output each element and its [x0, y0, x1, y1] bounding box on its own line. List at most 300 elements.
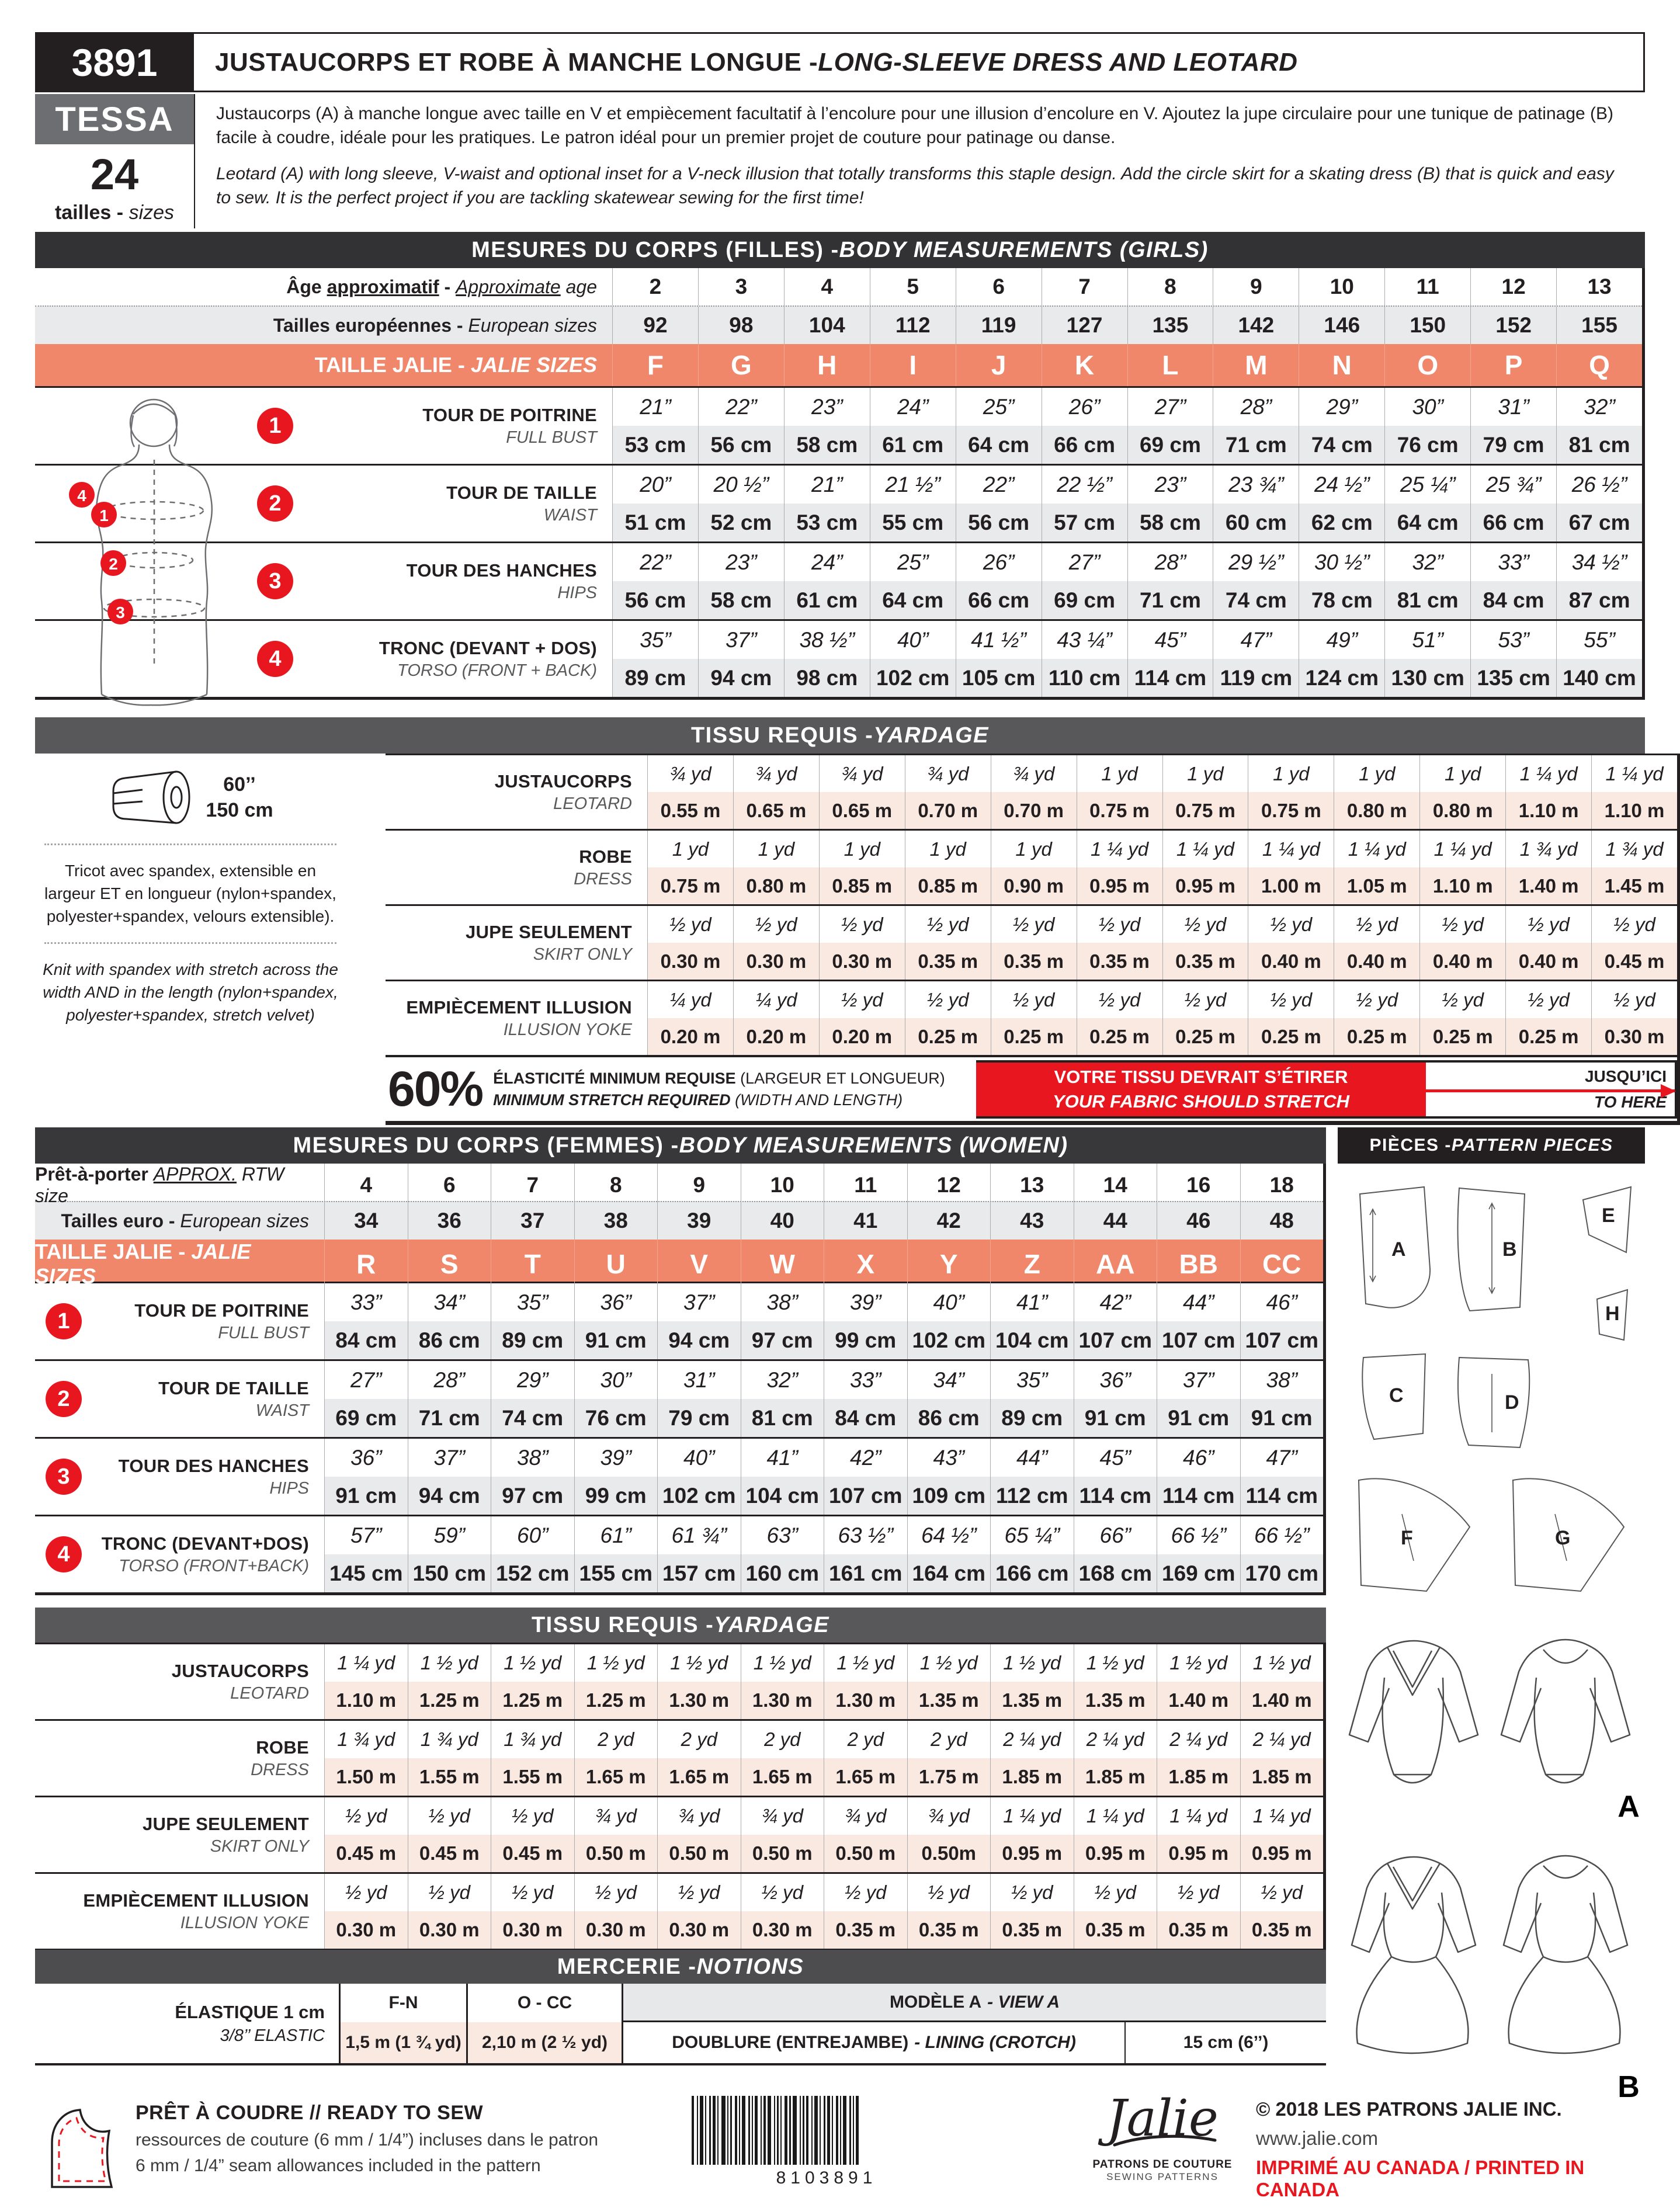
table-cell: 10 [741, 1164, 824, 1207]
table-cell: 97 cm [741, 1321, 824, 1359]
table-cell: 22” [612, 543, 698, 581]
stretch-red-box: VOTRE TISSU DEVRAIT S’ÉTIRER YOUR FABRIC SHOULD STRETCH [976, 1060, 1426, 1119]
table-cell: 1.25 m [574, 1682, 658, 1719]
table-cell: ¾ yd [824, 1797, 907, 1835]
table-cell: 1.85 m [1240, 1758, 1324, 1796]
table-cell: ½ yd [819, 906, 905, 943]
fabric-roll-icon [107, 765, 195, 829]
table-cell: ¼ yd [647, 981, 733, 1018]
women-euro-row [35, 1201, 1323, 1240]
table-cell: ½ yd [324, 1797, 408, 1835]
table-cell: 119 [956, 307, 1042, 344]
table-cell: 1.25 m [408, 1682, 491, 1719]
table-cell: 89 cm [491, 1321, 574, 1359]
table-cell: 0.95 m [1157, 1835, 1240, 1872]
table-cell: 14 [1074, 1164, 1157, 1207]
table-cell: 89 cm [612, 659, 698, 697]
table-cell: 127 [1042, 307, 1127, 344]
table-cell: 22” [956, 466, 1042, 504]
table-cell: 0.35 m [1074, 1911, 1157, 1949]
lining-label: DOUBLURE (ENTREJAMBE) - LINING (CROTCH) [622, 2022, 1124, 2063]
table-cell: 30” [1384, 388, 1470, 426]
table-cell: 51 cm [612, 504, 698, 541]
table-cell: 60” [491, 1516, 574, 1554]
table-cell: 33” [1470, 543, 1556, 581]
table-cell: 42” [824, 1439, 907, 1477]
table-cell: ½ yd [1591, 906, 1677, 943]
girls-euro-row [35, 305, 1642, 344]
page-title: JUSTAUCORPS ET ROBE À MANCHE LONGUE - LONG-SLEEVE DRESS AND LEOTARD [194, 32, 1645, 92]
table-cell: AA [1074, 1240, 1157, 1289]
notions-header: MERCERIE - NOTIONS [35, 1950, 1326, 1984]
table-cell: 0.75 m [1248, 792, 1334, 829]
table-cell: ½ yd [408, 1797, 491, 1835]
table-cell: 40” [657, 1439, 741, 1477]
table-cell: 39” [574, 1439, 658, 1477]
table-cell: 89 cm [990, 1399, 1074, 1437]
table-cell: 0.35 m [1077, 943, 1162, 980]
table-cell: Z [990, 1240, 1074, 1289]
body-figure-illustration [46, 391, 256, 718]
table-cell: ½ yd [1240, 1874, 1324, 1911]
table-cell: 0.25 m [1162, 1018, 1248, 1055]
table-cell: 0.30 m [647, 943, 733, 980]
svg-text:A: A [1617, 1790, 1640, 1824]
table-cell: 21” [784, 466, 870, 504]
table-cell: 52 cm [698, 504, 784, 541]
table-cell: 1.10 m [1505, 792, 1591, 829]
measure-1-badge: 1 [257, 408, 293, 444]
table-cell: 38 ½” [784, 621, 870, 659]
table-cell: 0.80 m [1334, 792, 1419, 829]
svg-text:B: B [1502, 1238, 1517, 1261]
svg-text:E: E [1602, 1204, 1615, 1227]
table-cell: ½ yd [905, 981, 991, 1018]
table-cell: P [1470, 344, 1556, 386]
women-yardage-header: TISSU REQUIS - YARDAGE [35, 1608, 1326, 1643]
stretch-requirement [386, 1055, 1677, 1125]
stretch-text: ÉLASTICITÉ MINIMUM REQUISE (LARGEUR ET LONGUEUR) MINIMUM STRETCH REQUIRED (WIDTH AND LENGTH) [493, 1070, 945, 1109]
table-cell: 1.40 m [1240, 1682, 1324, 1719]
table-cell: 0.30 m [408, 1911, 491, 1949]
table-cell: 104 [784, 307, 870, 344]
stretch-arrow [1426, 1089, 1675, 1092]
description-fr: Justaucorps (A) à manche longue avec taille en V et empiècement facultatif à l’encolure pour une illusion d’encolure en V. Ajoutez la jupe circulaire pour une tunique de patinage (B) facile à coudre, idéale pour les pratiques. Le patron idéal pour un premier projet de couture pour patinage ou danse. [216, 104, 1614, 147]
table-cell: 0.95 m [990, 1835, 1074, 1872]
table-cell: 81 cm [741, 1399, 824, 1437]
body-figure [46, 391, 256, 718]
table-cell: 37” [698, 621, 784, 659]
table-cell: 104 cm [990, 1321, 1074, 1359]
table-cell: 1.65 m [574, 1758, 658, 1796]
pattern-number: 3891 [35, 32, 194, 92]
table-cell: ½ yd [1334, 981, 1419, 1018]
table-cell: 63 ½” [824, 1516, 907, 1554]
table-cell: 1 ¼ yd [1334, 831, 1419, 867]
descriptions [194, 94, 1645, 228]
table-cell: 91 cm [324, 1477, 408, 1515]
table-cell: 152 [1470, 307, 1556, 344]
table-cell: 21” [612, 388, 698, 426]
table-cell: 0.30 m [491, 1911, 574, 1949]
table-cell: ½ yd [1505, 906, 1591, 943]
table-cell: 114 cm [1240, 1477, 1324, 1515]
girls-dress-yardage-row: ROBE DRESS 1 yd 1 yd 1 yd 1 yd 1 yd 1 ¼ yd 1 ¼ yd 1 ¼ yd 1 ¼ yd 1 ¼ yd 1 ¾ yd 1 ¾ yd 0.75 m 0.80 m 0.85 m 0.85 m 0.90 m 0.95 m 0.95 m 1.00 m 1.05 m 1.10 m 1.40 m 1.45 m [386, 829, 1677, 904]
table-cell: 34 ½” [1556, 543, 1642, 581]
table-cell: 20 ½” [698, 466, 784, 504]
table-cell: ¾ yd [819, 755, 905, 792]
table-cell: 0.95 m [1240, 1835, 1324, 1872]
table-cell: 34” [408, 1283, 491, 1321]
table-cell: 1.75 m [907, 1758, 991, 1796]
table-cell: 45” [1074, 1439, 1157, 1477]
table-cell: 11 [1384, 268, 1470, 305]
svg-text:D: D [1505, 1391, 1519, 1414]
table-cell: 64 cm [1384, 504, 1470, 541]
table-cell: 74 cm [1299, 426, 1384, 464]
table-cell: ½ yd [741, 1874, 824, 1911]
table-cell: 0.65 m [819, 792, 905, 829]
pattern-pieces-panel [1338, 1127, 1645, 1609]
table-cell: 78 cm [1299, 581, 1384, 619]
women-leotard-yardage-row: JUSTAUCORPS LEOTARD 1 ¼ yd 1 ½ yd 1 ½ yd 1 ½ yd 1 ½ yd 1 ½ yd 1 ½ yd 1 ½ yd 1 ½ yd 1 ½ yd 1 ½ yd 1 ½ yd 1.10 m 1.25 m 1.25 m 1.25 m 1.30 m 1.30 m 1.30 m 1.35 m 1.35 m 1.35 m 1.40 m 1.40 m [35, 1643, 1323, 1719]
table-cell: ½ yd [1157, 1874, 1240, 1911]
svg-text:4: 4 [77, 487, 86, 505]
table-cell: 0.20 m [647, 1018, 733, 1055]
table-cell: 155 cm [574, 1554, 658, 1592]
table-cell: 0.30 m [657, 1911, 741, 1949]
girls-waist-row: 2 TOUR DE TAILLE WAIST 20” 20 ½” 21” 21 ½” 22” 22 ½” 23” 23 ¾” 24 ½” 25 ¼” 25 ¾” 26 ½” 51 cm 52 cm 53 cm 55 cm 56 cm 57 cm 58 cm 60 cm 62 cm 64 cm 66 cm 67 cm [35, 464, 1642, 541]
table-cell: 142 [1213, 307, 1299, 344]
table-cell: 114 cm [1157, 1477, 1240, 1515]
table-cell: 1.10 m [324, 1682, 408, 1719]
table-cell: 1 ½ yd [1240, 1644, 1324, 1682]
table-cell: ½ yd [1074, 1874, 1157, 1911]
table-cell: 1 ¾ yd [408, 1721, 491, 1758]
table-cell: 23” [784, 388, 870, 426]
table-cell: 84 cm [324, 1321, 408, 1359]
table-cell: 0.40 m [1248, 943, 1334, 980]
table-cell: 157 cm [657, 1554, 741, 1592]
table-cell: 13 [990, 1164, 1074, 1207]
view-a-notions-header: MODÈLE A - VIEW A [622, 1984, 1326, 2022]
table-cell: S [408, 1240, 491, 1289]
table-cell: 57 cm [1042, 504, 1127, 541]
table-cell: ½ yd [408, 1874, 491, 1911]
table-cell: 1 ¼ yd [1077, 831, 1162, 867]
table-cell: 0.75 m [1077, 792, 1162, 829]
table-cell: 0.85 m [819, 867, 905, 904]
table-cell: 24” [784, 543, 870, 581]
table-cell: 145 cm [324, 1554, 408, 1592]
table-cell: 1.65 m [741, 1758, 824, 1796]
table-cell: 105 cm [956, 659, 1042, 697]
table-cell: 61” [574, 1516, 658, 1554]
table-cell: 0.20 m [819, 1018, 905, 1055]
table-cell: 1.25 m [491, 1682, 574, 1719]
measure-2-badge: 2 [257, 485, 293, 522]
table-cell: 25” [870, 543, 956, 581]
table-cell: 64 cm [870, 581, 956, 619]
table-cell: T [491, 1240, 574, 1289]
table-cell: 30 ½” [1299, 543, 1384, 581]
elastic-col2-header: O - CC [466, 1984, 622, 2022]
table-cell: 71 cm [408, 1399, 491, 1437]
svg-text:3: 3 [116, 603, 125, 622]
table-cell: 25” [956, 388, 1042, 426]
table-cell: 107 cm [1074, 1321, 1157, 1359]
table-cell: 56 cm [612, 581, 698, 619]
girls-yardage-section [35, 717, 1667, 1125]
table-cell: 135 [1127, 307, 1213, 344]
table-cell: ½ yd [1248, 981, 1334, 1018]
table-cell: 37” [657, 1283, 741, 1321]
table-cell: 28” [1127, 543, 1213, 581]
svg-text:F: F [1401, 1527, 1413, 1549]
table-cell: 0.40 m [1334, 943, 1419, 980]
table-cell: 36 [408, 1202, 491, 1240]
table-cell: 150 cm [408, 1554, 491, 1592]
table-cell: ½ yd [1248, 906, 1334, 943]
table-cell: 166 cm [990, 1554, 1074, 1592]
table-cell: 1 yd [1077, 755, 1162, 792]
table-cell: 84 cm [1470, 581, 1556, 619]
table-cell: 0.45 m [324, 1835, 408, 1872]
pattern-name: TESSA [35, 94, 194, 144]
table-cell: Q [1556, 344, 1642, 386]
table-cell: 107 cm [1240, 1321, 1324, 1359]
footer-legal: © 2018 LES PATRONS JALIE INC. www.jalie.com IMPRIMÉ AU CANADA / PRINTED IN CANADA [1256, 2098, 1585, 2200]
svg-text:C: C [1389, 1384, 1404, 1407]
table-cell: 124 cm [1299, 659, 1384, 697]
table-cell: 81 cm [1384, 581, 1470, 619]
table-cell: 16 [1157, 1164, 1240, 1207]
table-cell: 0.25 m [991, 1018, 1077, 1055]
table-cell: 110 cm [1042, 659, 1127, 697]
table-cell: 55 cm [870, 504, 956, 541]
table-cell: 20” [612, 466, 698, 504]
table-cell: ½ yd [657, 1874, 741, 1911]
table-cell: 1.10 m [1591, 792, 1677, 829]
table-cell: 66 ½” [1240, 1516, 1324, 1554]
table-cell: 98 cm [784, 659, 870, 697]
table-cell: 0.95 m [1162, 867, 1248, 904]
fabric-note-fr: Tricot avec spandex, extensible en largeur ET en longueur (nylon+spandex, polyester+spandex, velours extensible). [44, 862, 336, 926]
table-cell: 102 cm [907, 1321, 991, 1359]
table-cell: 1 yd [819, 831, 905, 867]
table-cell: 0.50 m [657, 1835, 741, 1872]
table-cell: 27” [324, 1361, 408, 1399]
table-cell: 94 cm [408, 1477, 491, 1515]
table-cell: L [1127, 344, 1213, 386]
table-cell: X [824, 1240, 907, 1289]
table-cell: ½ yd [1505, 981, 1591, 1018]
table-cell: 59” [408, 1516, 491, 1554]
table-cell: 35” [990, 1361, 1074, 1399]
table-cell: 69 cm [1042, 581, 1127, 619]
table-cell: 69 cm [1127, 426, 1213, 464]
table-cell: 112 [870, 307, 956, 344]
notions-table [35, 1984, 1326, 2065]
table-cell: 44” [990, 1439, 1074, 1477]
table-cell: 12 [1470, 268, 1556, 305]
women-waist-row: 2 TOUR DE TAILLE WAIST 27” 28” 29” 30” 31” 32” 33” 34” 35” 36” 37” 38” 69 cm 71 cm 74 cm 76 cm 79 cm 81 cm 84 cm 86 cm 89 cm 91 cm 91 cm 91 cm [35, 1359, 1323, 1437]
table-cell: ½ yd [491, 1874, 574, 1911]
table-cell: 40” [870, 621, 956, 659]
table-cell: 87 cm [1556, 581, 1642, 619]
table-cell: 0.20 m [733, 1018, 819, 1055]
table-cell: I [870, 344, 956, 386]
table-cell: 1.40 m [1157, 1682, 1240, 1719]
table-cell: 98 [698, 307, 784, 344]
table-cell: 0.50 m [574, 1835, 658, 1872]
stretch-target-box: JUSQU’ICI TO HERE [1426, 1060, 1677, 1119]
size-count-box [35, 146, 194, 228]
table-cell: 58 cm [784, 426, 870, 464]
table-cell: 0.65 m [733, 792, 819, 829]
table-cell: 1 ½ yd [824, 1644, 907, 1682]
table-cell: 41” [741, 1439, 824, 1477]
table-cell: 1.65 m [657, 1758, 741, 1796]
girls-hips-row: 3 TOUR DES HANCHES HIPS 22” 23” 24” 25” 26” 27” 28” 29 ½” 30 ½” 32” 33” 34 ½” 56 cm 58 cm 61 cm 64 cm 66 cm 69 cm 71 cm 74 cm 78 cm 81 cm 84 cm 87 cm [35, 541, 1642, 619]
table-cell: 102 cm [657, 1477, 741, 1515]
table-cell: 109 cm [907, 1477, 991, 1515]
table-cell: 1.35 m [1074, 1682, 1157, 1719]
table-cell: 150 [1384, 307, 1470, 344]
table-cell: 46” [1240, 1283, 1324, 1321]
table-cell: 2 yd [741, 1721, 824, 1758]
table-cell: 26” [1042, 388, 1127, 426]
table-cell: 1.35 m [907, 1682, 991, 1719]
table-cell: 97 cm [491, 1477, 574, 1515]
table-cell: 1.85 m [990, 1758, 1074, 1796]
table-cell: 0.30 m [1591, 1018, 1677, 1055]
divider [44, 843, 336, 845]
women-yoke-yardage-row: EMPIÈCEMENT ILLUSION ILLUSION YOKE ½ yd ½ yd ½ yd ½ yd ½ yd ½ yd ½ yd ½ yd ½ yd ½ yd ½ yd ½ yd 0.30 m 0.30 m 0.30 m 0.30 m 0.30 m 0.30 m 0.35 m 0.35 m 0.35 m 0.35 m 0.35 m 0.35 m [35, 1872, 1323, 1952]
table-cell: ¾ yd [907, 1797, 991, 1835]
table-cell: 1 yd [1162, 755, 1248, 792]
table-cell: 64 ½” [907, 1516, 991, 1554]
table-cell: 6 [408, 1164, 491, 1207]
table-cell: 84 cm [824, 1399, 907, 1437]
table-cell: U [574, 1240, 658, 1289]
table-cell: 29 ½” [1213, 543, 1299, 581]
table-cell: 55” [1556, 621, 1642, 659]
women-section-header: MESURES DU CORPS (FEMMES) - BODY MEASUREMENTS (WOMEN) [35, 1127, 1326, 1164]
table-cell: 99 cm [574, 1477, 658, 1515]
table-cell: 38” [741, 1283, 824, 1321]
barcode [689, 2096, 964, 2166]
table-cell: Y [907, 1240, 991, 1289]
table-cell: 0.25 m [1505, 1018, 1591, 1055]
table-cell: 27” [1042, 543, 1127, 581]
table-cell: 0.50m [907, 1835, 991, 1872]
table-cell: 21 ½” [870, 466, 956, 504]
table-cell: 43” [907, 1439, 991, 1477]
table-cell: 1 ¼ yd [1505, 755, 1591, 792]
girls-measurements-section [35, 232, 1645, 700]
table-cell: ½ yd [1077, 981, 1162, 1018]
table-cell: 168 cm [1074, 1554, 1157, 1592]
table-cell: 25 ¼” [1384, 466, 1470, 504]
view-a-illustration [1338, 1624, 1645, 1828]
table-cell: ½ yd [574, 1874, 658, 1911]
table-cell: 112 cm [990, 1477, 1074, 1515]
table-cell: 102 cm [870, 659, 956, 697]
table-cell: 10 [1299, 268, 1384, 305]
table-cell: 12 [907, 1164, 991, 1207]
table-cell: 114 cm [1074, 1477, 1157, 1515]
table-cell: 1 yd [991, 831, 1077, 867]
table-cell: 1 ¾ yd [324, 1721, 408, 1758]
girls-euro-label: Tailles européennes - European sizes [273, 314, 597, 336]
table-cell: 1 yd [647, 831, 733, 867]
table-cell: 74 cm [491, 1399, 574, 1437]
table-cell: 48 [1240, 1202, 1324, 1240]
elastic-col1-value: 1,5 m (1 ¾ yd) [339, 2022, 466, 2063]
table-cell: K [1042, 344, 1127, 386]
table-cell: ¾ yd [647, 755, 733, 792]
table-cell: 114 cm [1127, 659, 1213, 697]
table-cell: 23” [698, 543, 784, 581]
table-cell: N [1299, 344, 1384, 386]
table-cell: 2 yd [574, 1721, 658, 1758]
table-cell: 58 cm [698, 581, 784, 619]
table-cell: 28” [1213, 388, 1299, 426]
table-cell: 1.05 m [1334, 867, 1419, 904]
table-cell: 1.45 m [1591, 867, 1677, 904]
table-cell: 46 [1157, 1202, 1240, 1240]
table-cell: 8 [574, 1164, 658, 1207]
women-rtw-label: Prêt-à-porter APPROX. RTW size [35, 1164, 284, 1206]
table-cell: 2 ¼ yd [1240, 1721, 1324, 1758]
table-cell: 53 cm [612, 426, 698, 464]
girls-leotard-yardage-row: JUSTAUCORPS LEOTARD ¾ yd ¾ yd ¾ yd ¾ yd ¾ yd 1 yd 1 yd 1 yd 1 yd 1 yd 1 ¼ yd 1 ¼ yd 0.55 m 0.65 m 0.65 m 0.70 m 0.70 m 0.75 m 0.75 m 0.75 m 0.80 m 0.80 m 1.10 m 1.10 m [386, 754, 1677, 829]
women-dress-yardage-row: ROBE DRESS 1 ¾ yd 1 ¾ yd 1 ¾ yd 2 yd 2 yd 2 yd 2 yd 2 yd 2 ¼ yd 2 ¼ yd 2 ¼ yd 2 ¼ yd 1.50 m 1.55 m 1.55 m 1.65 m 1.65 m 1.65 m 1.65 m 1.75 m 1.85 m 1.85 m 1.85 m 1.85 m [35, 1719, 1323, 1796]
table-cell: 130 cm [1384, 659, 1470, 697]
table-cell: ½ yd [1162, 906, 1248, 943]
table-cell: 1 yd [1248, 755, 1334, 792]
table-cell: F [612, 344, 698, 386]
table-cell: 66 cm [956, 581, 1042, 619]
girls-yardage-header: TISSU REQUIS - YARDAGE [35, 717, 1645, 754]
table-cell: M [1213, 344, 1299, 386]
table-cell: ½ yd [324, 1874, 408, 1911]
table-cell: 0.45 m [408, 1835, 491, 1872]
table-cell: 40 [741, 1202, 824, 1240]
table-cell: 99 cm [824, 1321, 907, 1359]
pieces-panel-header: PIÈCES - PATTERN PIECES [1338, 1127, 1645, 1164]
table-cell: 2 [612, 268, 698, 305]
girls-torso-row: 4 TRONC (DEVANT + DOS) TORSO (FRONT + BACK) 35” 37” 38 ½” 40” 41 ½” 43 ¼” 45” 47” 49” 51” 53” 55” 89 cm 94 cm 98 cm 102 cm 105 cm 110 cm 114 cm 119 cm 124 cm 130 cm 135 cm 140 cm [35, 619, 1642, 700]
svg-text:1: 1 [99, 506, 109, 525]
view-b-illustration [1338, 1840, 1645, 2132]
elastic-col1-header: F-N [339, 1984, 466, 2022]
table-cell: 1.30 m [824, 1682, 907, 1719]
measure-3-badge: 3 [257, 563, 293, 599]
divider [44, 942, 336, 944]
table-cell: ¾ yd [574, 1797, 658, 1835]
table-cell: 60 cm [1213, 504, 1299, 541]
table-cell: 152 cm [491, 1554, 574, 1592]
table-cell: 22 ½” [1042, 466, 1127, 504]
measure-2-badge: 2 [46, 1381, 82, 1417]
table-cell: 0.70 m [905, 792, 991, 829]
table-cell: 67 cm [1556, 504, 1642, 541]
table-cell: ½ yd [1591, 981, 1677, 1018]
table-cell: 41 [824, 1202, 907, 1240]
table-cell: 31” [1470, 388, 1556, 426]
